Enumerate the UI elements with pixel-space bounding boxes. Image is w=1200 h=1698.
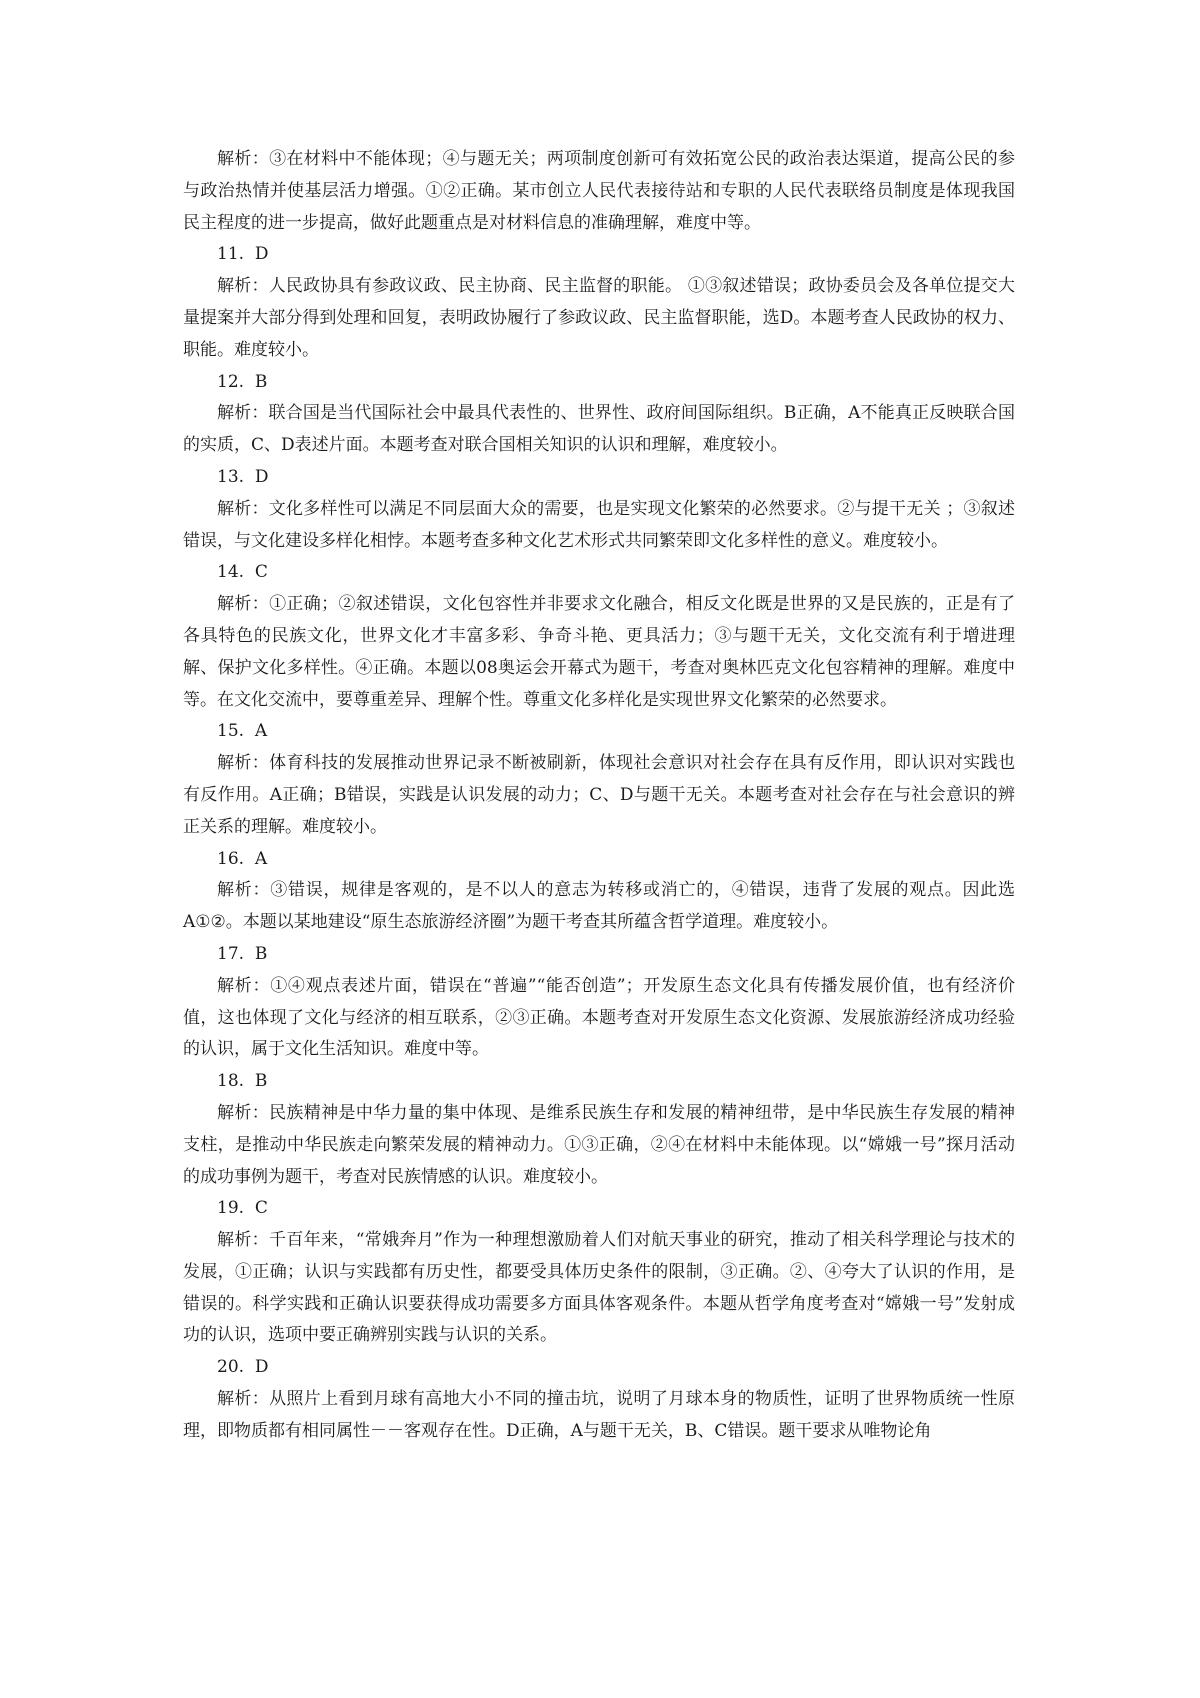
answer-line: 15. A: [217, 721, 268, 742]
answer-line: 20. D: [217, 1357, 269, 1378]
analysis-paragraph: 解析：①④观点表述片面，错误在“普遍”“能否创造”；开发原生态文化具有传播发展价值，也有经济价值，这也体现了文化与经济的相互联系，②③正确。本题考查对开发原生态文化资源、发展旅游经济成功经验的认识，属于文化生活知识。难度中等。: [183, 975, 1015, 1060]
analysis-paragraph: 解析：联合国是当代国际社会中最具代表性的、世界性、政府间国际组织。B正确，A不能真正反映联合国的实质，C、D表述片面。本题考查对联合国相关知识的认识和理解，难度较小。: [183, 403, 1015, 456]
answer-line: 17. B: [217, 943, 268, 964]
answer-sheet-page: [183, 144, 1015, 1448]
analysis-paragraph: 解析：体育科技的发展推动世界记录不断被刷新，体现社会意识对社会存在具有反作用，即认识对实践也有反作用。A正确；B错误，实践是认识发展的动力；C、D与题干无关。本题考查对社会存在与社会意识的辨正关系的理解。难度较小。: [183, 753, 1015, 837]
analysis-paragraph: 解析：从照片上看到月球有高地大小不同的撞击坑，说明了月球本身的物质性，证明了世界物质统一性原理，即物质都有相同属性－－客观存在性。D正确，A与题干无关，B、C错误。题干要求从唯物论角: [183, 1389, 1015, 1441]
analysis-paragraph: 解析：千百年来，“常娥奔月”作为一种理想激励着人们对航天事业的研究，推动了相关科学理论与技术的发展，①正确；认识与实践都有历史性，都要受具体历史条件的限制，③正确。②、④夸大了认识的作用，是错误的。科学实践和正确认识要获得成功需要多方面具体客观条件。本题从哲学角度考查对“嫦娥一号”发射成功的认识，选项中要正确辨别实践与认识的关系。: [183, 1230, 1015, 1346]
analysis-paragraph: 解析：①正确；②叙述错误，文化包容性并非要求文化融合，相反文化既是世界的又是民族的，正是有了各具特色的民族文化，世界文化才丰富多彩、争奇斗艳、更具活力；③与题干无关，文化交流有利于增进理解、保护文化多样性。④正确。本题以08奥运会开幕式为题干，考查对奥林匹克文化包容精神的理解。难度中等。在文化交流中，要尊重差异、理解个性。尊重文化多样化是实现世界文化繁荣的必然要求。: [183, 594, 1015, 710]
analysis-paragraph: 解析：民族精神是中华力量的集中体现、是维系民族生存和发展的精神纽带，是中华民族生存发展的精神支柱，是推动中华民族走向繁荣发展的精神动力。①③正确，②④在材料中未能体现。以“嫦娥一号”探月活动的成功事例为题干，考查对民族情感的认识。难度较小。: [183, 1102, 1015, 1187]
answer-line: 13. D: [217, 466, 269, 487]
analysis-paragraph: 解析：人民政协具有参政议政、民主协商、民主监督的职能。 ①③叙述错误；政协委员会及各单位提交大量提案并大部分得到处理和回复，表明政协履行了参政议政、民主监督职能，选D。本题考查人民政协的权力、职能。难度较小。: [183, 276, 1015, 360]
analysis-paragraph: 解析：文化多样性可以满足不同层面大众的需要，也是实现文化繁荣的必然要求。②与提干无关 ；③叙述错误，与文化建设多样化相悖。本题考查多种文化艺术形式共同繁荣即文化多样性的意义。难度较小。: [183, 498, 1015, 551]
answer-line: 12. B: [217, 371, 268, 392]
answer-line: 18. B: [217, 1071, 268, 1092]
answer-line: 11. D: [217, 244, 269, 265]
answer-line: 16. A: [217, 848, 268, 869]
analysis-paragraph: 解析：③错误，规律是客观的，是不以人的意志为转移或消亡的，④错误，违背了发展的观点。因此选A①②。本题以某地建设“原生态旅游经济圈”为题干考查其所蕴含哲学道理。难度较小。: [183, 880, 1015, 933]
analysis-paragraph: 解析：③在材料中不能体现；④与题无关；两项制度创新可有效拓宽公民的政治表达渠道，提高公民的参与政治热情并使基层活力增强。①②正确。某市创立人民代表接待站和专职的人民代表联络员制度是体现我国民主程度的进一步提高，做好此题重点是对材料信息的准确理解，难度中等。: [183, 149, 1015, 233]
answer-line: 14. C: [217, 562, 268, 583]
answer-line: 19. C: [217, 1198, 268, 1219]
